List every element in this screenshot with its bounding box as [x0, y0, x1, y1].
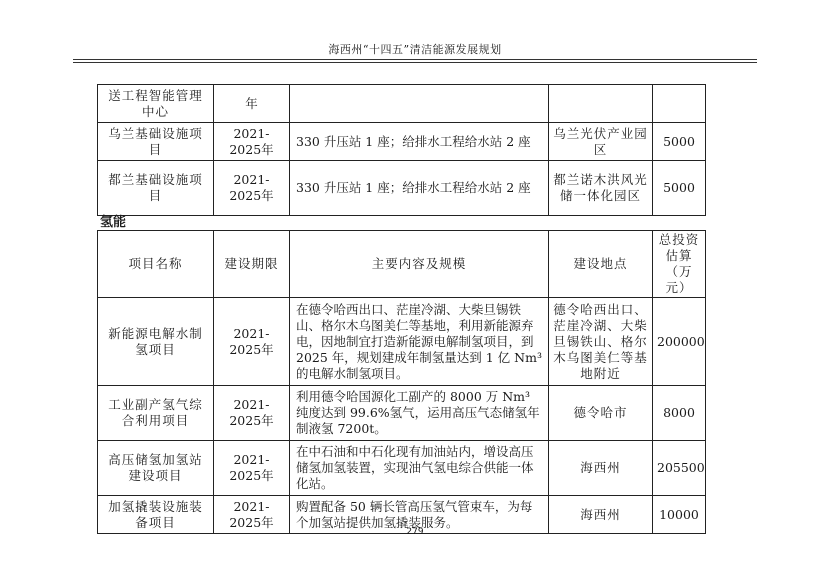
location-cell: 都兰诺木洪风光储一体化园区 — [549, 161, 653, 216]
project-name-cell: 高压储氢加氢站建设项目 — [98, 441, 214, 496]
content-cell: 330 升压站 1 座；给排水工程给水站 2 座 — [290, 123, 549, 161]
header-rule-top — [73, 59, 757, 60]
project-name-cell: 工业副产氢气综合利用项目 — [98, 386, 214, 441]
page-number: 279 — [406, 527, 424, 537]
hydrogen-projects-table — [97, 230, 706, 534]
project-name-cell: 加氢撬装设施装备项目 — [98, 496, 214, 534]
table-row — [98, 386, 706, 441]
location-cell: 海西州 — [549, 441, 653, 496]
location-cell: 德令哈西出口、茫崖冷湖、大柴旦锡铁山、格尔木乌图美仁等基地附近 — [549, 298, 653, 386]
header-rule-bottom — [73, 62, 757, 63]
infrastructure-table-continued — [97, 84, 706, 216]
period-cell: 2021-2025年 — [214, 496, 290, 534]
project-name-cell: 都兰基础设施项目 — [98, 161, 214, 216]
header-cell-period: 建设期限 — [214, 231, 290, 298]
period-cell: 2021-2025年 — [214, 441, 290, 496]
location-cell: 乌兰光伏产业园区 — [549, 123, 653, 161]
period-cell: 2021-2025年 — [214, 298, 290, 386]
investment-cell: 8000 — [653, 386, 706, 441]
content-cell: 利用德令哈国源化工副产的 8000 万 Nm³ 纯度达到 99.6%氢气，运用高压气态储氢年制液氢 7200t。 — [290, 386, 549, 441]
table-row — [98, 85, 706, 123]
header-cell-name: 项目名称 — [98, 231, 214, 298]
content-cell: 购置配备 50 辆长管高压氢气管束车，为每个加氢站提供加氢撬装服务。 — [290, 496, 549, 534]
header-cell-investment: 总投资估算（万元） — [653, 231, 706, 298]
period-cell: 2021-2025年 — [214, 161, 290, 216]
header-cell-content: 主要内容及规模 — [290, 231, 549, 298]
section-title: 氢能 — [100, 215, 127, 230]
project-name-cell: 乌兰基础设施项目 — [98, 123, 214, 161]
location-cell: 海西州 — [549, 496, 653, 534]
period-cell: 2021-2025年 — [214, 123, 290, 161]
investment-cell — [653, 85, 706, 123]
investment-cell: 5000 — [653, 161, 706, 216]
table-row — [98, 441, 706, 496]
investment-cell: 205500 — [653, 441, 706, 496]
location-cell — [549, 85, 653, 123]
investment-cell: 200000 — [653, 298, 706, 386]
table-row — [98, 161, 706, 216]
period-cell: 年 — [214, 85, 290, 123]
project-name-cell: 新能源电解水制氢项目 — [98, 298, 214, 386]
investment-cell: 10000 — [653, 496, 706, 534]
investment-cell: 5000 — [653, 123, 706, 161]
project-name-cell: 送工程智能管理中心 — [98, 85, 214, 123]
location-cell: 德令哈市 — [549, 386, 653, 441]
table-row — [98, 123, 706, 161]
content-cell: 在中石油和中石化现有加油站内，增设高压储氢加氢装置，实现油气氢电综合供能一体化站。 — [290, 441, 549, 496]
header-cell-location: 建设地点 — [549, 231, 653, 298]
table-header-row — [98, 231, 706, 298]
table-row — [98, 298, 706, 386]
period-cell: 2021-2025年 — [214, 386, 290, 441]
document-header: 海西州“十四五”清洁能源发展规划 — [328, 43, 502, 56]
content-cell — [290, 85, 549, 123]
content-cell: 330 升压站 1 座；给排水工程给水站 2 座 — [290, 161, 549, 216]
content-cell: 在德令哈西出口、茫崖冷湖、大柴旦锡铁山、格尔木乌图美仁等基地，利用新能源弃电，因地制宜打造新能源电解制氢项目，到 2025 年，规划建成年制氢量达到 1 亿 Nm³ 的电解水制氢项目。 — [290, 298, 549, 386]
